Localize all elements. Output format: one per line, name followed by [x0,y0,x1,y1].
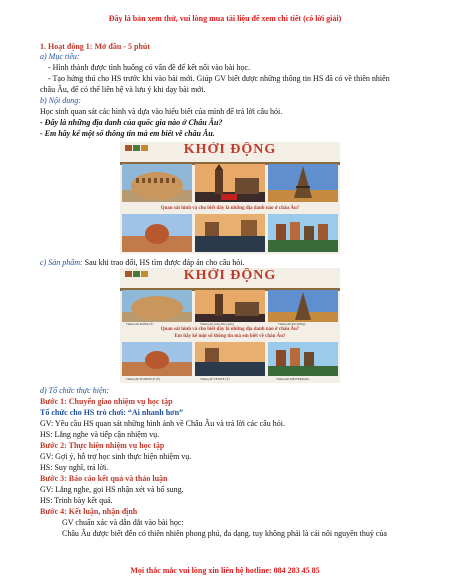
step-4-title: Bước 4: Kết luận, nhận định [40,507,138,516]
venice-photo [195,214,265,252]
caption-roma: Thành phố ROMA (Ý) [126,322,154,326]
objective-item-2: - Tạo hứng thú cho HS trước khi vào bài mới. Giúp GV biết được những thông tin HS đã có về thiên nhiên [48,74,390,83]
preview-notice: Đây là bản xem thử, vui lòng mua tài liệu để xem chi tiết (có lời giải) [108,14,342,23]
colosseum-photo [122,290,192,322]
content-label: b) Nội dung: [40,96,81,105]
step-4-teacher: GV chuẩn xác và dẫn dắt vào bài học: [62,518,184,527]
slide-question-1: Quan sát hình và cho biết đây là những địa danh nào ở châu Âu? [160,327,300,332]
step-1-student: HS: Lắng nghe và tiếp cận nhiệm vụ. [40,430,160,439]
slide-question-2: Em hãy kể một số thông tin mà em biết về châu Âu? [174,334,286,339]
amsterdam-photo [268,342,338,376]
slide-khoi-dong-1 [120,142,340,254]
step-4-text: Châu Âu được biết đến có thiên nhiên phong phú, đa dạng. tuy không phải là cái nôi nguyên thuỷ của [62,529,387,538]
step-1-subtitle: Tổ chức cho HS trò chơi: “Ai nhanh hơn” [40,408,184,417]
florence-photo [122,342,192,376]
big-ben-photo [195,290,265,322]
caption-venice: Thành phố VENICE (Ý) [200,377,230,381]
eiffel-tower-photo [268,290,338,322]
slide-title: KHỞI ĐỘNG [183,142,277,157]
step-3-title: Bước 3: Báo cáo kết quả và thảo luận [40,474,168,483]
big-ben-photo [195,164,265,202]
step-3-teacher: GV: Lắng nghe, gọi HS nhận xét và bổ sung. [40,485,184,494]
caption-amsterdam: Thành phố AMSTERDAM [276,377,309,381]
organization-label: d) Tổ chức thực hiện: [40,386,110,395]
step-2-student: HS: Suy nghĩ, trả lời. [40,463,109,472]
slide-question: Quan sát hình và cho biết đây là những địa danh nào ở châu Âu? [160,206,300,211]
venice-photo [195,342,265,376]
objective-item-1: - Hình thành được tình huống có vấn đề để kết nối vào bài học. [48,63,251,72]
step-1-title: Bước 1: Chuyển giao nhiệm vụ học tập [40,397,173,406]
step-2-title: Bước 2: Thực hiện nhiệm vụ học tập [40,441,165,450]
product-label: c) Sản phẩm: [40,258,83,267]
colosseum-photo [122,164,192,202]
product-line [40,258,245,268]
florence-photo [122,214,192,252]
eiffel-tower-photo [268,164,338,202]
amsterdam-photo [268,214,338,252]
caption-london: Thành phố Luân Đôn (Anh) [200,322,234,326]
slide-khoi-dong-2 [120,268,340,383]
hotline-notice: Mọi thắc mắc vui lòng xin liên hệ hotline: 084 283 45 85 [130,566,320,575]
section-title: 1. Hoạt động 1: Mở đầu - 5 phút [40,42,151,51]
objective-label: a) Mục tiêu: [40,52,80,61]
content-question-2: - Em hãy kể một số thông tin mà em biết về châu Âu. [40,129,215,138]
content-question-1: - Đây là những địa danh của quốc gia nào ở Châu Âu? [40,118,223,127]
step-3-student: HS: Trình bày kết quả. [40,496,113,505]
step-2-teacher: GV: Gợi ý, hỗ trợ học sinh thực hiện nhiệm vụ. [40,452,192,461]
objective-item-3: châu Âu, để có thể liên hệ và lưu ý khi dạy bài mới. [40,85,206,94]
content-text: Học sinh quan sát các hình và dựa vào hiểu biết của mình để trả lời câu hỏi. [40,107,283,116]
caption-paris: Thành phố Pari (Pháp) [278,322,306,326]
step-1-teacher: GV: Yêu cầu HS quan sát những hình ảnh về Châu Âu và trả lời các câu hỏi. [40,419,285,428]
product-text: Sau khi trao đổi, HS tìm được đáp án cho câu hỏi. [84,258,245,267]
slide-title: KHỞI ĐỘNG [183,268,277,283]
caption-florence: Thành phố FLORENCE (Ý) [126,377,161,381]
